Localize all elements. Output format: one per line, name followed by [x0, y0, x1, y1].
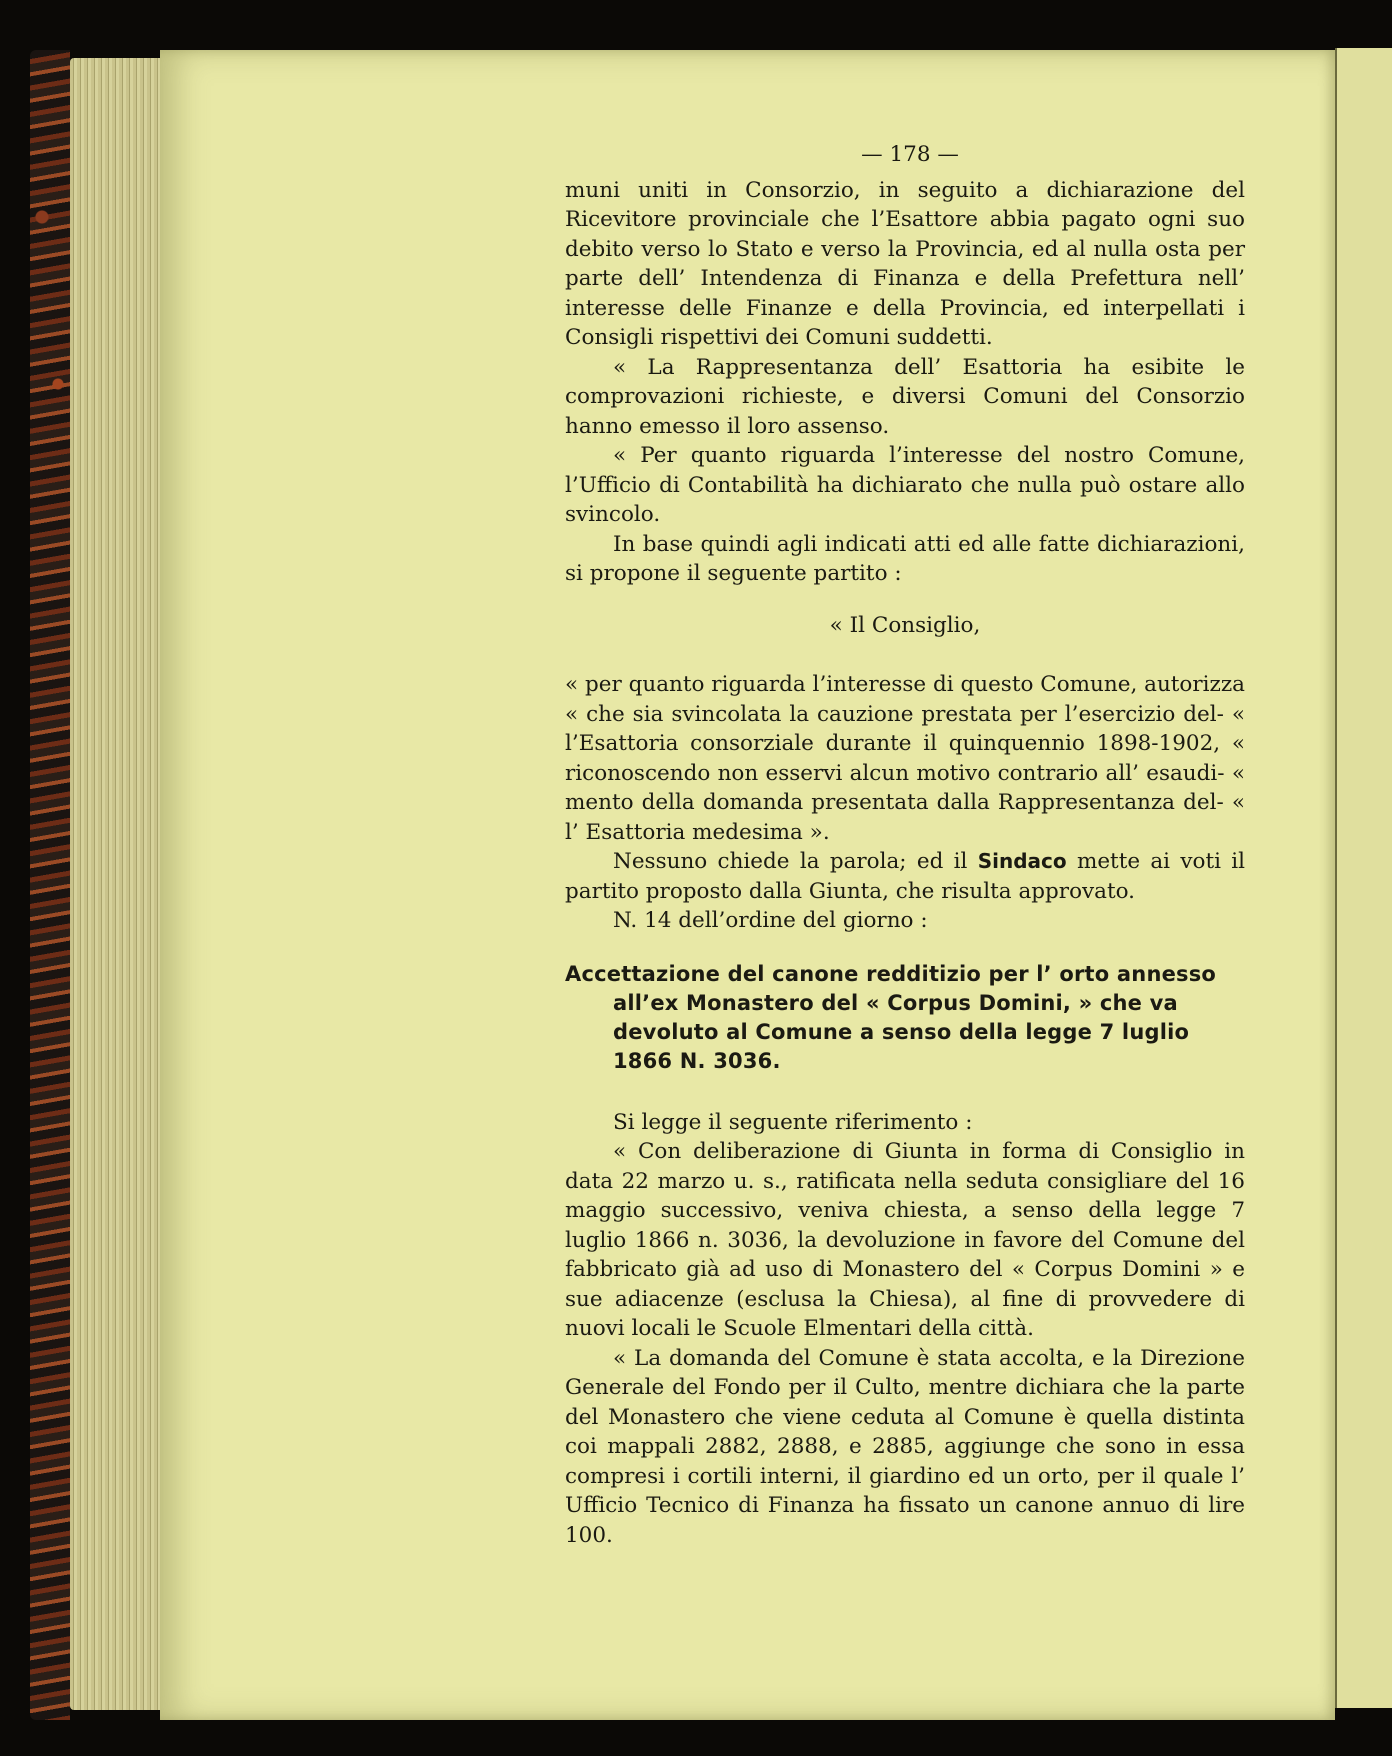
- book-spine-marbled-edge: [30, 50, 70, 1720]
- page-stack-edge: [70, 58, 170, 1710]
- paragraph-proposta: In base quindi agli indicati atti ed alle fatte dichiarazioni, si propone il seguente partito :: [565, 531, 1245, 586]
- paragraph-rappresentanza: « La Rappresentanza dell’ Esattoria ha esibite le comprovazioni richieste, e diversi Comuni del Consorzio hanno emesso il loro assenso.: [565, 354, 1245, 439]
- page-number: — 178 —: [861, 142, 959, 167]
- resolution-text: « per quanto riguarda l’interesse di questo Comune, autorizza « che sia svincolata la cauzione prestata per l’esercizio del- « l’Esattoria consorziale durante il quinquennio 1898-1902, « riconoscendo non esservi alcun motivo contrario all’ esaudi- « mento della domanda presentata dalla Rappresentanza del- « l’ Esattoria medesima ».: [565, 672, 1245, 845]
- paragraph-riferimento: Si legge il seguente riferimento :: [613, 1109, 973, 1135]
- paragraph-consorzio: muni uniti in Consorzio, in seguito a dichiarazione del Ricevitore provinciale che l’Esattore abbia pagato ogni suo debito verso lo Stato e verso la Provincia, ed al nulla osta per parte dell’ Intendenza di Finanza e della Prefettura nell’ interesse delle Finanze e della Provincia, ed interpellati i Consigli rispettivi dei Comuni suddetti.: [565, 177, 1245, 350]
- paragraph-domanda-accolta: « La domanda del Comune è stata accolta, e la Direzione Generale del Fondo per il Culto, mentre dichiara che la parte del Monastero che viene ceduta al Comune è quella distinta coi mappali 2882, 2888, e 2885, aggiunge che sono in essa compresi i cortili interni, il giardino ed un orto, per il quale l’ Ufficio Tecnico di Finanza ha fissato un canone annuo di lire 100.: [565, 1345, 1245, 1548]
- paragraph-deliberazione: « Con deliberazione di Giunta in forma di Consiglio in data 22 marzo u. s., ratificata nella seduta consigliare del 16 maggio successivo, veniva chiesta, a senso della legge 7 luglio 1866 n. 3036, la devoluzione in favore del Comune del fabbricato già ad uso di Monastero del « Corpus Domini » e sue adiacenze (esclusa la Chiesa), al fine di provvedere di nuovi locali le Scuole Elmentari della città.: [565, 1139, 1245, 1341]
- sindaco-label: Sindaco: [977, 849, 1067, 873]
- page-text: [565, 140, 1245, 1550]
- vote-text-after: mette ai voti il partito proposto dalla Giunta, che risulta approvato.: [565, 849, 1246, 904]
- paragraph-ufficio-contabilita: « Per quanto riguarda l’interesse del nostro Comune, l’Ufficio di Contabilità ha dichiarato che nulla può ostare allo svincolo.: [565, 443, 1245, 527]
- agenda-item: N. 14 dell’ordine del giorno :: [613, 908, 928, 933]
- vote-paragraph: [565, 847, 1245, 906]
- resolution-header: « Il Consiglio,: [829, 612, 981, 638]
- section-heading: Accettazione del canone redditizio per l’ orto annesso all’ex Monastero del « Corpus Domini, » che va devoluto al Comune a senso della legge 7 luglio 1866 N. 3036.: [565, 961, 1217, 1073]
- vote-text-before: Nessuno chiede la parola; ed il: [613, 849, 968, 874]
- next-page-edge: [1335, 48, 1392, 1708]
